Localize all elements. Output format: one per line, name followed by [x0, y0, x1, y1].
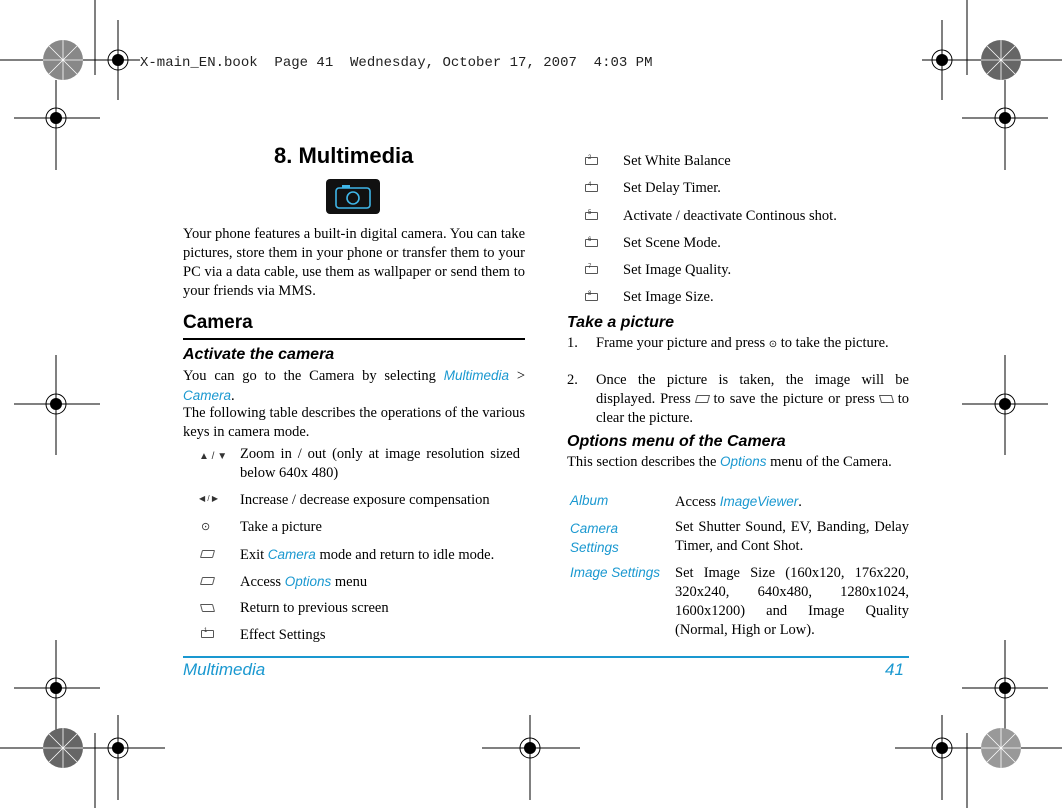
chapter-title: 8. Multimedia: [274, 143, 414, 168]
ok-key-icon: ⊙: [768, 339, 778, 350]
key-desc-take-picture: Take a picture: [240, 519, 322, 535]
key-desc-return: Return to previous screen: [240, 600, 389, 616]
ok-key-icon: ⊙: [201, 521, 211, 533]
table-intro: The following table describes the operations of the various keys in camera mode.: [183, 405, 525, 440]
left-softkey-icon: [200, 577, 215, 585]
key-7-icon: 7: [585, 266, 598, 274]
key-desc-image-quality: Set Image Quality.: [623, 262, 732, 278]
key-desc-continuous: Activate / deactivate Continous shot.: [623, 208, 837, 224]
step-2-text: Once the picture is taken, the image will be displayed. Press to save the picture or press to clear the picture.: [596, 372, 910, 426]
option-desc-album: Access ImageViewer.: [675, 494, 802, 510]
step-2-number: 2.: [567, 372, 578, 388]
options-link[interactable]: Options: [284, 574, 332, 589]
option-term-image-settings: Image Settings: [570, 565, 661, 580]
option-desc-image-settings: Set Image Size (160x120, 176x220, 320x240, 640x480, 1280x1024, 1600x1200) and Image Quality (Normal, High or Low).: [675, 565, 909, 638]
key-desc-exit: Exit Camera mode and return to idle mode.: [240, 547, 495, 563]
key-desc-delay-timer: Set Delay Timer.: [623, 180, 721, 196]
right-softkey-icon: [879, 395, 894, 403]
key-8-icon: 8: [585, 293, 598, 301]
options-link[interactable]: Options: [720, 454, 767, 469]
left-softkey-icon: [695, 395, 710, 403]
softkey-exit-icon: [200, 550, 215, 558]
key-desc-scene-mode: Set Scene Mode.: [623, 235, 721, 251]
camera-heading: Camera: [183, 312, 253, 333]
activate-paragraph: You can go to the Camera by selecting Multimedia > Camera.: [183, 368, 526, 404]
intro-paragraph: Your phone features a built-in digital camera. You can take pictures, store them in your phone or transfer them to your PC via a data cable, use them as wallpaper or send them to your friends via MMS.: [183, 226, 525, 299]
key-desc-zoom: Zoom in / out (only at image resolution sized below 640x 480): [240, 446, 520, 481]
heading-rule: [183, 338, 525, 340]
imageviewer-link[interactable]: ImageViewer: [719, 494, 799, 509]
take-picture-heading: Take a picture: [567, 314, 675, 331]
key-2-icon: 2: [585, 157, 598, 165]
camera-link[interactable]: Camera: [183, 388, 232, 403]
key-desc-image-size: Set Image Size.: [623, 289, 714, 305]
options-intro: This section describes the Options menu of the Camera.: [567, 454, 892, 470]
up-down-keys-icon: ▲ / ▼: [199, 451, 228, 462]
key-desc-effect: Effect Settings: [240, 627, 326, 643]
key-5-icon: 5: [585, 212, 598, 220]
camera-icon: [326, 179, 380, 214]
option-term-camera-settings: Camera Settings: [570, 521, 619, 555]
key-1-icon: 1: [201, 630, 214, 638]
options-menu-heading: Options menu of the Camera: [567, 433, 786, 450]
left-right-keys-icon: ◀ / ▶: [199, 494, 218, 503]
key-6-icon: 6: [585, 239, 598, 247]
page-number: 41: [885, 660, 904, 679]
step-1-text: Frame your picture and press ⊙ to take the picture.: [596, 335, 889, 351]
camera-mode-link[interactable]: Camera: [267, 547, 316, 562]
key-desc-white-balance: Set White Balance: [623, 153, 731, 169]
footer-rule: [183, 656, 909, 658]
right-softkey-icon: [200, 604, 215, 612]
key-4-icon: 4: [585, 184, 598, 192]
step-1-number: 1.: [567, 335, 578, 351]
activate-heading: Activate the camera: [183, 346, 335, 363]
option-desc-camera-settings: Set Shutter Sound, EV, Banding, Delay Timer, and Cont Shot.: [675, 519, 909, 554]
footer-section: Multimedia: [183, 660, 266, 679]
multimedia-link[interactable]: Multimedia: [443, 368, 510, 383]
print-header: X-main_EN.book Page 41 Wednesday, October 17, 2007 4:03 PM: [140, 55, 653, 71]
option-term-album: Album: [570, 493, 609, 508]
key-desc-exposure: Increase / decrease exposure compensation: [240, 492, 490, 508]
key-desc-options: Access Options menu: [240, 574, 368, 590]
